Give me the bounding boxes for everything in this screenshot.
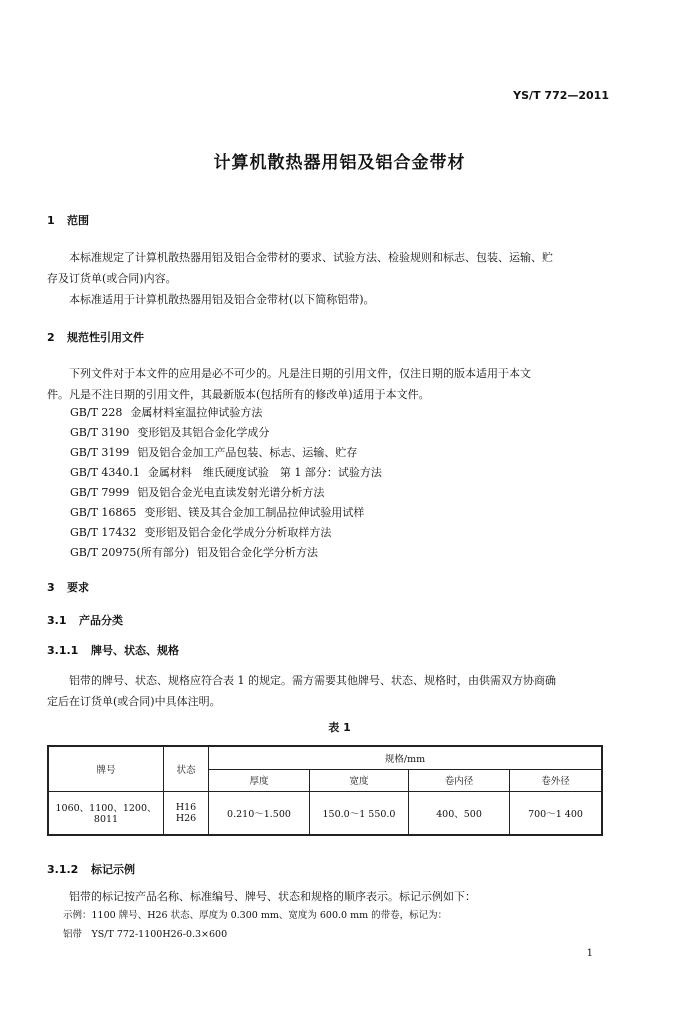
subsection-3-1-1-paragraph (47, 670, 607, 712)
cell-width: 150.0～1 550.0 (310, 791, 409, 835)
header-width: 宽度 (310, 769, 409, 791)
subsection-3-1-heading (47, 612, 123, 628)
section-2-heading (47, 329, 144, 345)
section-title: 要求 (67, 581, 89, 594)
document-title: 计算机散热器用铝及铝合金带材 (213, 153, 466, 173)
cell-inner-diameter: 400、500 (409, 791, 510, 835)
text-line: 定后在订货单(或合同)中具体注明。 (47, 695, 221, 708)
header-thickness: 厚度 (209, 769, 310, 791)
reference-item: GB/T 3190 变形铝及其铝合金化学成分 (70, 426, 270, 439)
standard-code: YS/T 772—2011 (513, 89, 609, 102)
section-2-intro (47, 363, 607, 405)
subsection-3-1-1-heading (47, 642, 179, 658)
section-title: 规范性引用文件 (67, 331, 144, 344)
text-line: 铝带的牌号、状态、规格应符合表 1 的规定。需方需要其他牌号、状态、规格时，由供需双方协商确 (69, 674, 556, 687)
text-line: 件。凡是不注日期的引用文件，其最新版本(包括所有的修改单)适用于本文件。 (47, 388, 430, 401)
page-number: 1 (586, 948, 593, 959)
cell-thickness: 0.210～1.500 (209, 791, 310, 835)
reference-item: GB/T 4340.1 金属材料 维氏硬度试验 第 1 部分：试验方法 (70, 466, 382, 479)
text-line: 本标准适用于计算机散热器用铝及铝合金带材(以下简称铝带)。 (69, 293, 375, 306)
section-number: 3 (47, 581, 55, 594)
section-title: 牌号、状态、规格 (91, 644, 179, 657)
table-row (48, 791, 602, 835)
cell-grade: 1060、1100、1200、8011 (48, 791, 164, 835)
spec-table (47, 745, 603, 836)
subsection-3-1-2-heading (47, 861, 135, 877)
section-title: 产品分类 (79, 614, 123, 627)
reference-item: GB/T 17432 变形铝及铝合金化学成分分析取样方法 (70, 526, 332, 539)
reference-item: GB/T 16865 变形铝、镁及其合金加工制品拉伸试验用试样 (70, 506, 365, 519)
header-grade: 牌号 (48, 746, 164, 791)
section-number: 2 (47, 331, 55, 344)
header-outer-diameter: 卷外径 (510, 769, 603, 791)
section-title: 标记示例 (91, 863, 135, 876)
example-line: 铝带 YS/T 772-1100H26-0.3×600 (63, 929, 228, 940)
reference-item: GB/T 3199 铝及铝合金加工产品包装、标志、运输、贮存 (70, 446, 358, 459)
text-line: 下列文件对于本文件的应用是必不可少的。凡是注日期的引用文件，仅注日期的版本适用于本文 (69, 367, 531, 380)
marking-example (63, 906, 447, 944)
text-line: 本标准规定了计算机散热器用铝及铝合金带材的要求、试验方法、检验规则和标志、包装、运输、贮 (69, 251, 553, 264)
reference-item: GB/T 7999 铝及铝合金光电直读发射光谱分析方法 (70, 486, 325, 499)
section-number: 3.1 (47, 614, 67, 627)
header-inner-diameter: 卷内径 (409, 769, 510, 791)
example-line: 示例：1100 牌号、H26 状态、厚度为 0.300 mm、宽度为 600.0 mm 的带卷，标记为： (63, 910, 448, 921)
text-line: 存及订货单(或合同)内容。 (47, 272, 177, 285)
cell-temper: H16 H26 (164, 791, 209, 835)
cell-outer-diameter: 700～1 400 (510, 791, 603, 835)
reference-item: GB/T 228 金属材料室温拉伸试验方法 (70, 406, 263, 419)
section-1-paragraph-1 (47, 247, 607, 310)
section-number: 3.1.1 (47, 644, 79, 657)
section-number: 3.1.2 (47, 863, 79, 876)
reference-item: GB/T 20975(所有部分) 铝及铝合金化学分析方法 (70, 546, 318, 559)
section-title: 范围 (67, 214, 89, 227)
subsection-3-1-2-paragraph (47, 886, 607, 907)
header-temper: 状态 (164, 746, 209, 791)
reference-list (70, 403, 382, 563)
table-caption: 表 1 (328, 721, 351, 734)
text-line: 铝带的标记按产品名称、标准编号、牌号、状态和规格的顺序表示。标记示例如下： (69, 890, 476, 903)
section-1-heading (47, 212, 89, 228)
header-spec: 规格/mm (209, 746, 603, 769)
section-number: 1 (47, 214, 55, 227)
section-3-heading (47, 579, 89, 595)
